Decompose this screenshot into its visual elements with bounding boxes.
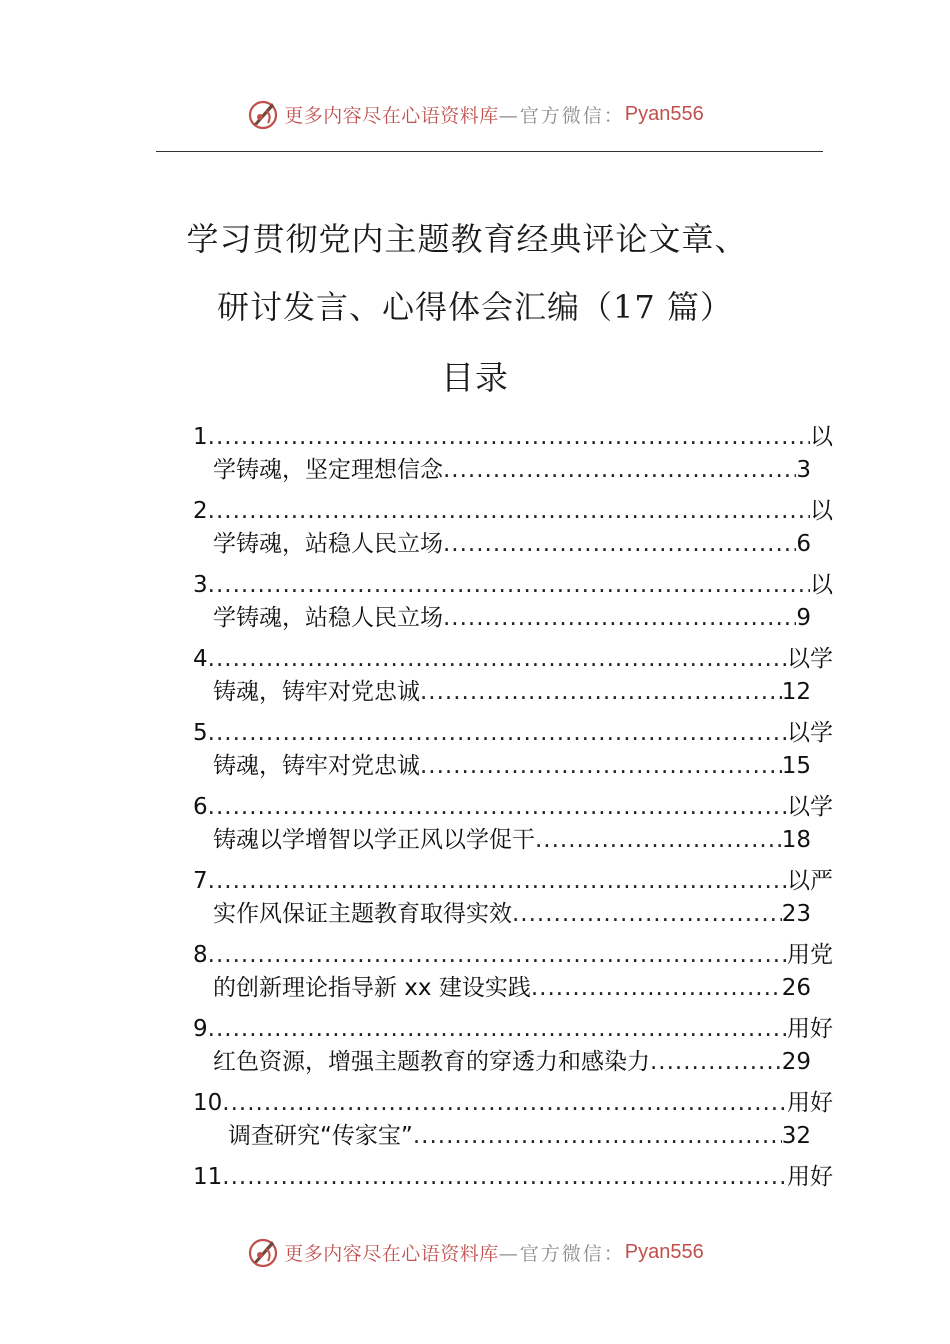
toc-entry-page: 23 xyxy=(781,901,811,927)
toc-entry-title-rest: 的创新理论指导新 xx 建设实践 xyxy=(213,975,531,1001)
toc-entry[interactable] xyxy=(193,1086,833,1160)
dot-leader xyxy=(512,897,782,931)
toc-entry-page: 12 xyxy=(781,679,811,705)
toc-entry-second-line xyxy=(213,601,833,635)
header-rule xyxy=(156,151,823,152)
toc-entry-number: 5 xyxy=(193,720,208,746)
toc-entry-second-line xyxy=(213,453,833,487)
toc-entry-title-start: 以学 xyxy=(787,646,833,672)
table-of-contents xyxy=(193,420,833,1234)
toc-entry[interactable] xyxy=(193,568,833,642)
dot-leader xyxy=(208,420,810,454)
dot-leader xyxy=(208,1012,787,1046)
banner-wechat-id: Pyan556 xyxy=(624,102,704,125)
header-watermark xyxy=(0,94,950,134)
toc-entry-first-line xyxy=(193,420,833,454)
toc-entry-page: 32 xyxy=(781,1123,811,1149)
banner-contact-label: —官方微信： xyxy=(498,104,625,127)
toc-entry-second-line xyxy=(228,1119,833,1153)
toc-entry-title-rest: 铸魂以学增智以学正风以学促干 xyxy=(213,827,535,853)
toc-entry-first-line xyxy=(193,790,833,824)
toc-entry-first-line xyxy=(193,568,833,602)
toc-entry-page: 9 xyxy=(796,605,811,631)
dot-leader xyxy=(443,601,796,635)
toc-entry-title-rest: 铸魂，铸牢对党忠诚 xyxy=(213,753,420,779)
toc-entry-first-line xyxy=(193,716,833,750)
toc-entry-first-line xyxy=(193,1012,833,1046)
toc-entry[interactable] xyxy=(193,1012,833,1086)
dot-leader xyxy=(208,568,810,602)
toc-entry-title-start: 用党 xyxy=(787,942,833,968)
dot-leader xyxy=(208,716,787,750)
toc-entry-title-rest: 调查研究“传家宝” xyxy=(228,1123,413,1149)
banner-slogan: 更多内容尽在心语资料库 xyxy=(284,1242,499,1265)
toc-entry-page: 15 xyxy=(781,753,811,779)
toc-entry-second-line xyxy=(213,823,833,857)
toc-entry-title-rest: 学铸魂，站稳人民立场 xyxy=(213,605,443,631)
toc-entry-title-rest: 铸魂，铸牢对党忠诚 xyxy=(213,679,420,705)
toc-entry-first-line xyxy=(193,1160,833,1194)
dot-leader xyxy=(208,494,810,528)
dot-leader xyxy=(535,823,782,857)
toc-entry-number: 1 xyxy=(193,424,208,450)
toc-entry-page: 26 xyxy=(781,975,811,1001)
banner-contact-label: —官方微信： xyxy=(498,1242,625,1265)
dot-leader xyxy=(650,1045,782,1079)
banner-wechat-id: Pyan556 xyxy=(624,1240,704,1263)
toc-entry-number: 6 xyxy=(193,794,208,820)
dot-leader xyxy=(443,453,796,487)
toc-entry-second-line xyxy=(213,1045,833,1079)
toc-entry-second-line xyxy=(213,897,833,931)
toc-entry-number: 3 xyxy=(193,572,208,598)
toc-entry[interactable] xyxy=(193,716,833,790)
toc-entry-number: 8 xyxy=(193,942,208,968)
toc-entry-first-line xyxy=(193,864,833,898)
toc-entry-number: 4 xyxy=(193,646,208,672)
toc-entry-second-line xyxy=(213,675,833,709)
document-title-line-1: 学习贯彻党内主题教育经典评论文章、 xyxy=(186,220,748,258)
toc-entry-title-start: 用好 xyxy=(787,1090,833,1116)
toc-entry-number: 9 xyxy=(193,1016,208,1042)
toc-entry-title-start: 用好 xyxy=(787,1016,833,1042)
toc-entry-page: 29 xyxy=(781,1049,811,1075)
toc-entry-second-line xyxy=(213,971,833,1005)
toc-entry-page: 6 xyxy=(796,531,811,557)
banner-slogan: 更多内容尽在心语资料库 xyxy=(284,104,499,127)
toc-entry-title-rest: 实作风保证主题教育取得实效 xyxy=(213,901,512,927)
toc-entry[interactable] xyxy=(193,494,833,568)
toc-entry-title-rest: 学铸魂，站稳人民立场 xyxy=(213,531,443,557)
toc-entry-number: 7 xyxy=(193,868,208,894)
dot-leader xyxy=(222,1160,787,1194)
quill-pen-logo-icon xyxy=(246,1235,280,1269)
dot-leader xyxy=(420,749,782,783)
toc-entry-title-rest: 学铸魂，坚定理想信念 xyxy=(213,457,443,483)
dot-leader xyxy=(208,790,787,824)
toc-entry-first-line xyxy=(193,642,833,676)
toc-entry[interactable] xyxy=(193,864,833,938)
document-title-line-2: 研讨发言、心得体会汇编（17 篇） xyxy=(217,288,733,326)
toc-entry-number: 10 xyxy=(193,1090,223,1116)
toc-entry-title-start: 以 xyxy=(810,424,833,450)
toc-entry-page: 18 xyxy=(781,827,811,853)
toc-entry-title-start: 以严 xyxy=(787,868,833,894)
dot-leader xyxy=(443,527,796,561)
toc-entry-number: 11 xyxy=(193,1164,223,1190)
toc-entry[interactable] xyxy=(193,642,833,716)
toc-entry-title-start: 以学 xyxy=(787,794,833,820)
toc-entry-second-line xyxy=(213,749,833,783)
toc-entry-title-start: 以学 xyxy=(787,720,833,746)
dot-leader xyxy=(208,642,787,676)
toc-entry-second-line xyxy=(213,527,833,561)
dot-leader xyxy=(222,1086,787,1120)
toc-entry-title-start: 用好 xyxy=(787,1164,833,1190)
dot-leader xyxy=(420,675,782,709)
toc-entry[interactable] xyxy=(193,420,833,494)
toc-entry-title-start: 以 xyxy=(810,572,833,598)
toc-entry-first-line xyxy=(193,1086,833,1120)
dot-leader xyxy=(208,938,787,972)
dot-leader xyxy=(208,864,787,898)
toc-entry-title-rest: 红色资源，增强主题教育的穿透力和感染力 xyxy=(213,1049,650,1075)
toc-entry-title-start: 以 xyxy=(810,498,833,524)
toc-entry[interactable] xyxy=(193,938,833,1012)
toc-entry-first-line xyxy=(193,938,833,972)
quill-pen-logo-icon xyxy=(246,97,280,131)
dot-leader xyxy=(531,971,782,1005)
toc-entry-page: 3 xyxy=(796,457,811,483)
toc-entry[interactable] xyxy=(193,790,833,864)
footer-watermark xyxy=(0,1232,950,1272)
toc-heading: 目录 xyxy=(441,358,509,397)
toc-entry[interactable] xyxy=(193,1160,833,1234)
toc-entry-first-line xyxy=(193,494,833,528)
dot-leader xyxy=(413,1119,782,1153)
toc-entry-number: 2 xyxy=(193,498,208,524)
